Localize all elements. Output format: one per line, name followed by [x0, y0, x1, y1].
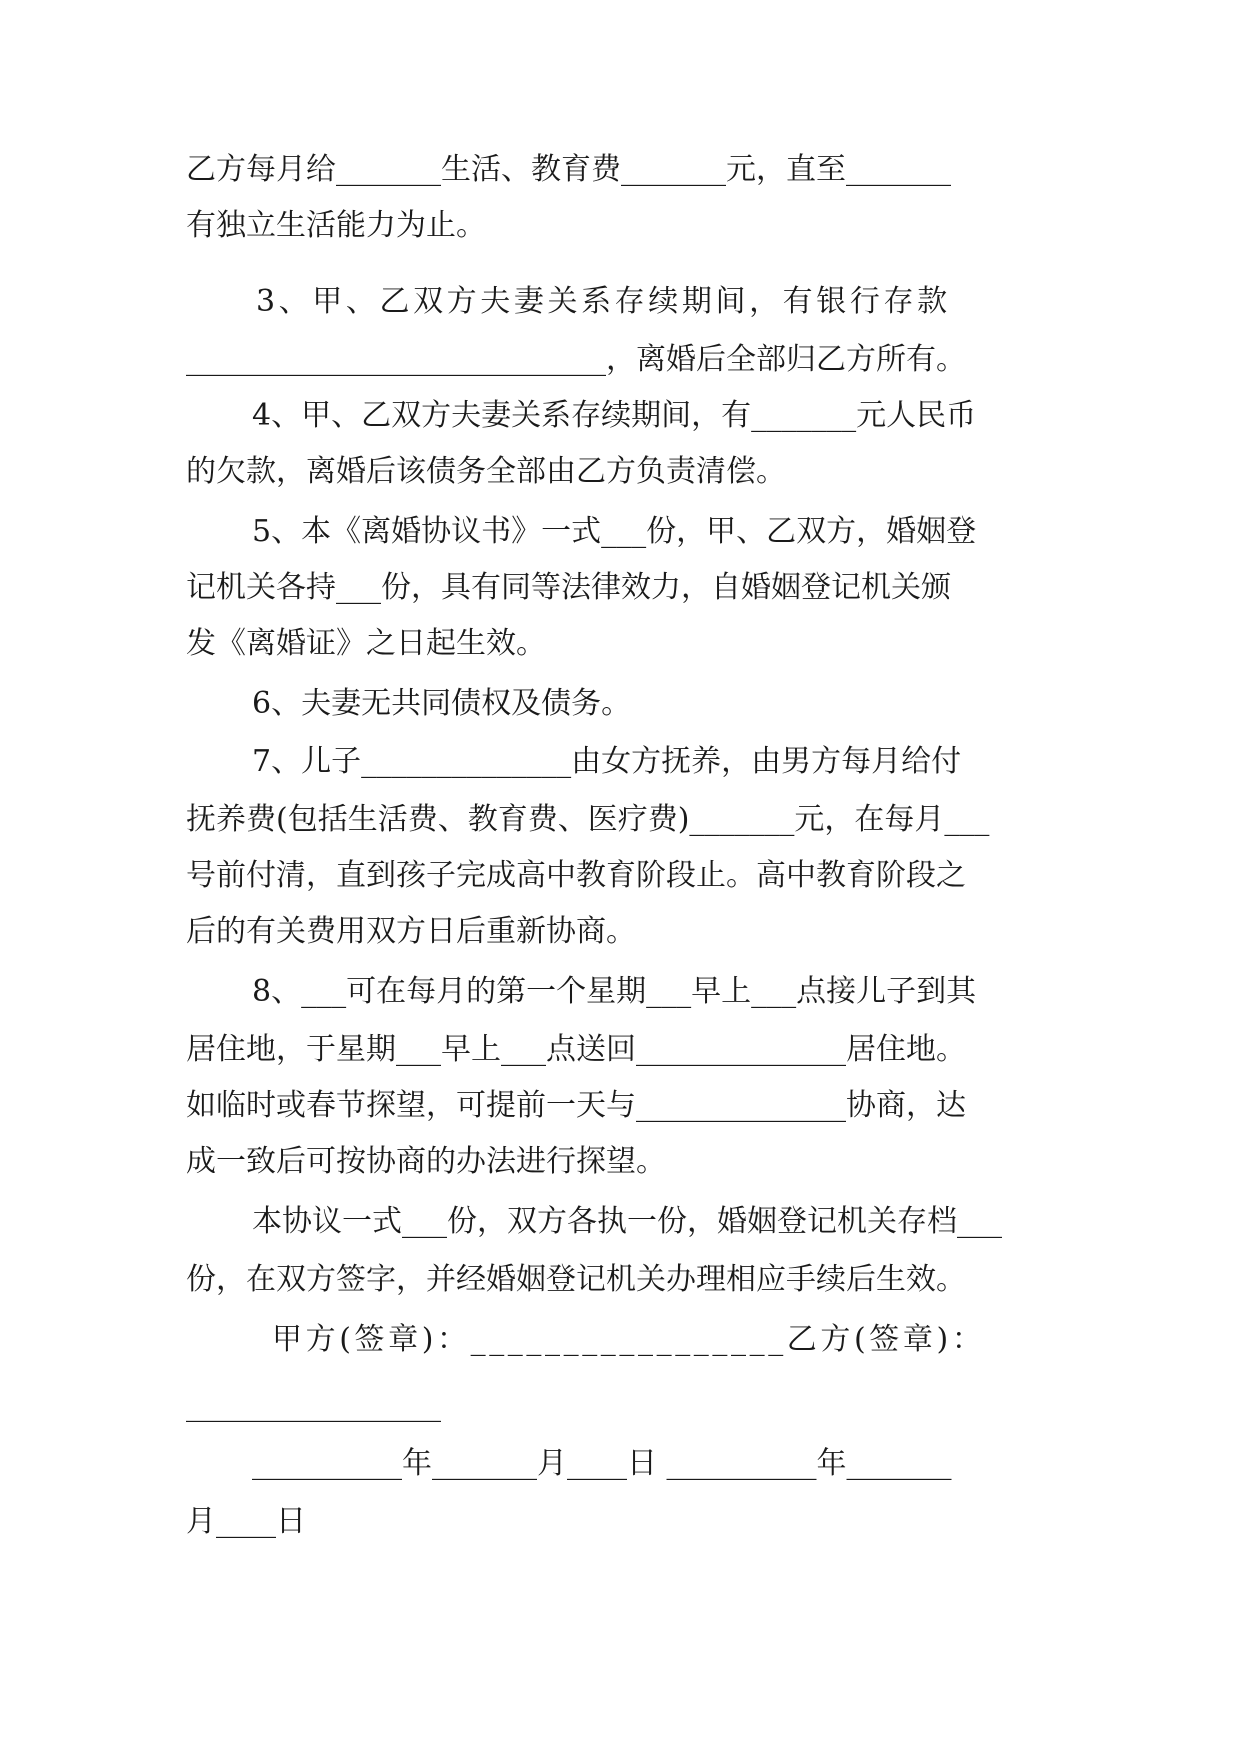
paragraph-line: ____________________________，离婚后全部归乙方所有。 — [186, 342, 966, 377]
agreement-copies-line: 本协议一式___份，双方各执一份，婚姻登记机关存档___ — [252, 1204, 1002, 1239]
clause-8-line: 8、___可在每月的第一个星期___早上___点接儿子到其 — [252, 974, 977, 1009]
signature-line: 甲方(签章)：_________________乙方(签章)： — [272, 1322, 986, 1357]
paragraph-line: 份，在双方签字，并经婚姻登记机关办理相应手续后生效。 — [186, 1262, 966, 1297]
date-line: __________年_______月____日 __________年_______ — [252, 1446, 952, 1481]
clause-7-line: 7、儿子______________由女方抚养，由男方每月给付 — [252, 744, 962, 779]
paragraph-line: 居住地，于星期___早上___点送回______________居住地。 — [186, 1032, 966, 1067]
paragraph-line: 成一致后可按协商的办法进行探望。 — [186, 1144, 666, 1179]
paragraph-line: 抚养费(包括生活费、教育费、医疗费)_______元，在每月___ — [186, 802, 990, 837]
clause-6-line: 6、夫妻无共同债权及债务。 — [252, 686, 632, 721]
paragraph-line: 如临时或春节探望，可提前一天与______________协商，达 — [186, 1088, 966, 1123]
paragraph-line: 有独立生活能力为止。 — [186, 208, 486, 243]
paragraph-line: 后的有关费用双方日后重新协商。 — [186, 914, 636, 949]
clause-5-line: 5、本《离婚协议书》一式___份，甲、乙双方，婚姻登 — [252, 514, 977, 549]
clause-3-line: 3、甲、乙双方夫妻关系存续期间，有银行存款 — [256, 284, 951, 319]
paragraph-line: 的欠款，离婚后该债务全部由乙方负责清偿。 — [186, 454, 786, 489]
signature-underline: _________________ — [186, 1388, 441, 1423]
paragraph-line: 记机关各持___份，具有同等法律效力，自婚姻登记机关颁 — [186, 570, 951, 605]
clause-4-line: 4、甲、乙双方夫妻关系存续期间，有_______元人民币 — [252, 398, 977, 433]
paragraph-line: 发《离婚证》之日起生效。 — [186, 626, 546, 661]
date-line: 月____日 — [186, 1504, 306, 1539]
paragraph-line: 号前付清，直到孩子完成高中教育阶段止。高中教育阶段之 — [186, 858, 966, 893]
paragraph-line: 乙方每月给_______生活、教育费_______元，直至_______ — [186, 152, 951, 187]
